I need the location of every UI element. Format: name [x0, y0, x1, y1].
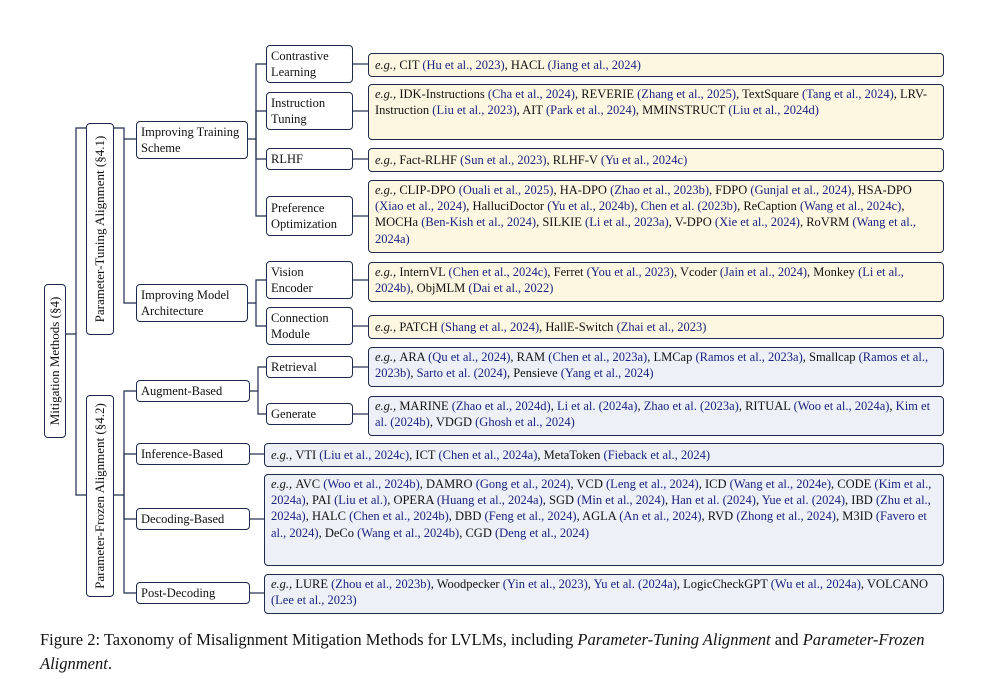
citation: (You et al., 2023): [586, 265, 674, 279]
citation: (Ramos et al., 2023b): [375, 350, 929, 381]
method-name: , ObjMLM: [410, 281, 469, 296]
citation: (Cha et al., 2024): [487, 87, 575, 101]
citation: (Feng et al., 2024): [484, 509, 577, 524]
citation: (Zhou et al., 2023b): [331, 577, 431, 591]
leaf-retrieval: [368, 347, 944, 387]
leaf-decoding-based: [264, 474, 944, 566]
method-name: IDK-Instructions: [399, 87, 488, 101]
branch-parameter-frozen: [86, 395, 114, 597]
method-name: , ICT: [409, 448, 439, 462]
citation: (Ghosh et al., 2024): [475, 415, 575, 430]
subcat-rlhf: [266, 148, 353, 170]
citation: Yue et al. (2024): [761, 493, 846, 508]
cat-label: Augment-Based: [141, 384, 223, 398]
caption-prefix: Figure 2: Taxonomy of Misalignment Mitigation Methods for LVLMs, including: [40, 630, 578, 649]
citation: Kim et al. (2024b): [375, 399, 931, 430]
eg-label: e.g.,: [271, 577, 296, 591]
citation: (Woo et al., 2024b): [323, 477, 420, 491]
method-name: , V-DPO: [668, 215, 715, 230]
method-name: , LogicCheckGPT: [676, 577, 771, 591]
root-node: [44, 284, 66, 438]
citation: (Ben-Kish et al., 2024): [421, 215, 537, 230]
method-name: , HACL: [504, 58, 548, 72]
citation: (Wang et al., 2024b): [357, 525, 460, 540]
citation: (Liu et al., 2023): [432, 103, 517, 118]
cat-improving-model-architecture: [136, 284, 248, 322]
citation: (Jain et al., 2024): [719, 265, 808, 279]
method-name: CLIP-DPO: [399, 183, 459, 197]
method-name: InternVL: [399, 265, 449, 279]
eg-label: e.g.,: [375, 399, 400, 413]
leaf-contrastive-learning: [368, 53, 944, 77]
citation: (Zhao et al., 2023b): [610, 183, 710, 197]
method-name: , OPERA: [387, 493, 437, 508]
caption-em-frozen: Parameter-Frozen Alignment: [40, 630, 925, 673]
citation: Han et al. (2024): [671, 493, 756, 508]
method-name: , Ferret: [547, 265, 587, 279]
subcat-label: Retrieval: [271, 360, 317, 374]
eg-label: e.g.,: [375, 153, 400, 167]
citation: Zhao et al. (2023a): [643, 399, 739, 413]
citation: (An et al., 2024): [619, 509, 702, 524]
citation: (Liu et al.): [334, 493, 388, 508]
citation: (Zhao et al., 2024d): [451, 399, 551, 413]
leaf-rlhf: [368, 148, 944, 172]
eg-label: e.g.,: [375, 87, 400, 101]
method-name: ARA: [399, 350, 429, 364]
citation: (Yu et al., 2024c): [600, 153, 688, 167]
citation: (Chen et al., 2024a): [438, 448, 538, 462]
citation: Sarto et al. (2024): [416, 366, 507, 381]
method-name: , TextSquare: [736, 87, 802, 101]
citation: (Shang et al., 2024): [440, 320, 540, 334]
citation: (Zhu et al., 2024a): [271, 493, 931, 524]
method-name: , HallE-Switch: [539, 320, 617, 334]
method-name: ,: [550, 399, 557, 413]
method-name: , DeCo: [318, 525, 358, 540]
subcat-label: Connection Module: [271, 311, 329, 341]
method-name: , M3ID: [835, 509, 876, 524]
method-name: AVC: [295, 477, 324, 491]
method-name: , HSA-DPO: [851, 183, 912, 197]
leaf-post-decoding: [264, 574, 944, 614]
method-name: PATCH: [399, 320, 441, 334]
subcat-preference-optimization: [266, 196, 353, 236]
citation: (Liu et al., 2024d): [728, 103, 819, 118]
citation: (Liu et al., 2024c): [319, 448, 410, 462]
subcat-label: Instruction Tuning: [271, 96, 326, 126]
citation: (Ouali et al., 2025): [458, 183, 554, 197]
branch-parameter-tuning: [86, 123, 114, 335]
method-name: VTI: [295, 448, 320, 462]
cat-label: Decoding-Based: [141, 512, 225, 526]
caption-em-tuning: Parameter-Tuning Alignment: [577, 630, 771, 649]
method-name: , PAI: [305, 493, 335, 508]
method-name: , MMINSTRUCT: [635, 103, 729, 118]
method-name: , RVD: [701, 509, 737, 524]
method-name: , CGD: [459, 525, 495, 540]
eg-label: e.g.,: [375, 58, 400, 72]
method-name: ,: [410, 366, 417, 381]
subcat-label: RLHF: [271, 152, 303, 166]
method-name: Fact-RLHF: [399, 153, 461, 167]
method-name: ,: [889, 399, 896, 413]
subcat-label: Generate: [271, 407, 317, 421]
citation: (Wang et al., 2024c): [799, 199, 902, 214]
leaf-preference-optimization: [368, 180, 944, 253]
method-name: , RLHF-V: [546, 153, 601, 167]
method-name: , VCD: [570, 477, 607, 491]
method-name: , Smallcap: [802, 350, 859, 364]
cat-decoding-based: [136, 508, 250, 530]
citation: (Zhong et al., 2024): [736, 509, 836, 524]
citation: (Wang et al., 2024e): [729, 477, 831, 491]
method-name: , LRV-Instruction: [375, 87, 928, 118]
subcat-generate: [266, 403, 353, 425]
cat-label: Inference-Based: [141, 447, 223, 461]
citation: Li et al. (2024a): [556, 399, 638, 413]
method-name: , VDGD: [429, 415, 476, 430]
method-name: , ReCaption: [737, 199, 800, 214]
cat-label: Post-Decoding: [141, 586, 216, 600]
method-name: ,: [664, 493, 672, 508]
citation: (Sun et al., 2023): [460, 153, 547, 167]
citation: (Fieback et al., 2024): [603, 448, 711, 462]
caption-mid: and: [770, 630, 803, 649]
cat-improving-training-scheme: [136, 121, 248, 159]
citation: (Xiao et al., 2024): [375, 199, 467, 214]
method-name: , DAMRO: [419, 477, 476, 491]
method-name: ,: [634, 199, 641, 214]
method-name: , HALC: [305, 509, 350, 524]
citation: (Yu et al., 2024b): [547, 199, 635, 214]
citation: Yu et al. (2024a): [593, 577, 677, 591]
citation: (Zhang et al., 2025): [637, 87, 737, 101]
method-name: , AIT: [516, 103, 546, 118]
citation: (Woo et al., 2024a): [793, 399, 890, 413]
method-name: LURE: [295, 577, 332, 591]
eg-label: e.g.,: [271, 448, 296, 462]
subcat-label: Vision Encoder: [271, 265, 313, 295]
method-name: ,: [755, 493, 762, 508]
method-name: , Vcoder: [673, 265, 720, 279]
figure-caption: [40, 628, 960, 676]
citation: (Chen et al., 2024c): [448, 265, 548, 279]
method-name: , ICD: [698, 477, 730, 491]
method-name: , Woodpecker: [430, 577, 503, 591]
citation: (Leng et al., 2024): [606, 477, 699, 491]
method-name: , RITUAL: [738, 399, 794, 413]
method-name: , FDPO: [709, 183, 751, 197]
citation: (Yin et al., 2023): [502, 577, 588, 591]
citation: (Lee et al., 2023): [271, 593, 357, 608]
citation: (Park et al., 2024): [545, 103, 636, 118]
subcat-contrastive-learning: [266, 45, 353, 83]
cat-label: Improving Model Architecture: [141, 288, 230, 318]
citation: (Dai et al., 2022): [468, 281, 554, 296]
subcat-instruction-tuning: [266, 92, 353, 130]
subcat-retrieval: [266, 356, 353, 378]
citation: (Wang et al., 2024a): [375, 215, 916, 246]
method-name: , REVERIE: [574, 87, 638, 101]
citation: (Chen et al., 2023a): [548, 350, 648, 364]
subcat-label: Contrastive Learning: [271, 49, 329, 79]
citation: (Gong et al., 2024): [475, 477, 571, 491]
root-label: Mitigation Methods (§4): [47, 296, 62, 426]
method-name: , CODE: [831, 477, 875, 491]
citation: (Yang et al., 2024): [560, 366, 654, 381]
citation: (Favero et al., 2024): [271, 509, 927, 540]
leaf-vision-encoder: [368, 262, 944, 302]
method-name: , SILKIE: [536, 215, 586, 230]
method-name: , MOCHa: [375, 199, 905, 230]
subcat-label: Preference Optimization: [271, 201, 337, 231]
eg-label: e.g.,: [375, 183, 400, 197]
citation: (Zhai et al., 2023): [616, 320, 707, 334]
caption-suffix: .: [107, 654, 112, 673]
method-name: ,: [587, 577, 594, 591]
branch-label: Parameter-Tuning Alignment (§4.1): [92, 135, 107, 323]
method-name: MARINE: [399, 399, 452, 413]
subcat-connection-module: [266, 307, 353, 345]
citation: (Xie et al., 2024): [714, 215, 800, 230]
citation: Chen et al. (2023b): [640, 199, 738, 214]
citation: (Chen et al., 2024b): [349, 509, 449, 524]
method-name: , DBD: [448, 509, 485, 524]
eg-label: e.g.,: [375, 265, 400, 279]
method-name: , IBD: [845, 493, 876, 508]
subcat-vision-encoder: [266, 261, 353, 299]
cat-post-decoding: [136, 582, 250, 604]
branch-label: Parameter-Frozen Alignment (§4.2): [92, 403, 107, 589]
citation: (Ramos et al., 2023a): [695, 350, 803, 364]
method-name: ,: [637, 399, 644, 413]
method-name: , RoVRM: [799, 215, 853, 230]
method-name: CIT: [399, 58, 423, 72]
method-name: , RAM: [510, 350, 549, 364]
citation: (Jiang et al., 2024): [547, 58, 641, 72]
citation: (Deng et al., 2024): [494, 525, 590, 540]
citation: (Wu et al., 2024a): [770, 577, 861, 591]
method-name: , HA-DPO: [553, 183, 611, 197]
citation: (Li et al., 2024b): [375, 265, 904, 296]
citation: (Gunjal et al., 2024): [750, 183, 852, 197]
method-name: , MetaToken: [537, 448, 604, 462]
citation: (Huang et al., 2024a): [436, 493, 543, 508]
method-name: , AGLA: [576, 509, 620, 524]
eg-label: e.g.,: [375, 350, 400, 364]
citation: (Kim et al., 2024a): [271, 477, 932, 508]
method-name: , LMCap: [647, 350, 696, 364]
eg-label: e.g.,: [271, 477, 296, 491]
leaf-inference-based: [264, 443, 944, 467]
citation: (Li et al., 2023a): [585, 215, 669, 230]
cat-inference-based: [136, 443, 250, 465]
method-name: , Monkey: [807, 265, 859, 279]
citation: (Hu et al., 2023): [422, 58, 505, 72]
cat-augment-based: [136, 380, 250, 402]
cat-label: Improving Training Scheme: [141, 125, 240, 155]
method-name: , HalluciDoctor: [466, 199, 548, 214]
citation: (Min et al., 2024): [577, 493, 665, 508]
leaf-generate: [368, 396, 944, 436]
citation: (Qu et al., 2024): [428, 350, 511, 364]
eg-label: e.g.,: [375, 320, 400, 334]
method-name: , Pensieve: [506, 366, 561, 381]
method-name: , VOLCANO: [860, 577, 928, 591]
leaf-connection-module: [368, 315, 944, 339]
citation: (Tang et al., 2024): [801, 87, 894, 101]
leaf-instruction-tuning: [368, 84, 944, 140]
method-name: , SGD: [542, 493, 578, 508]
